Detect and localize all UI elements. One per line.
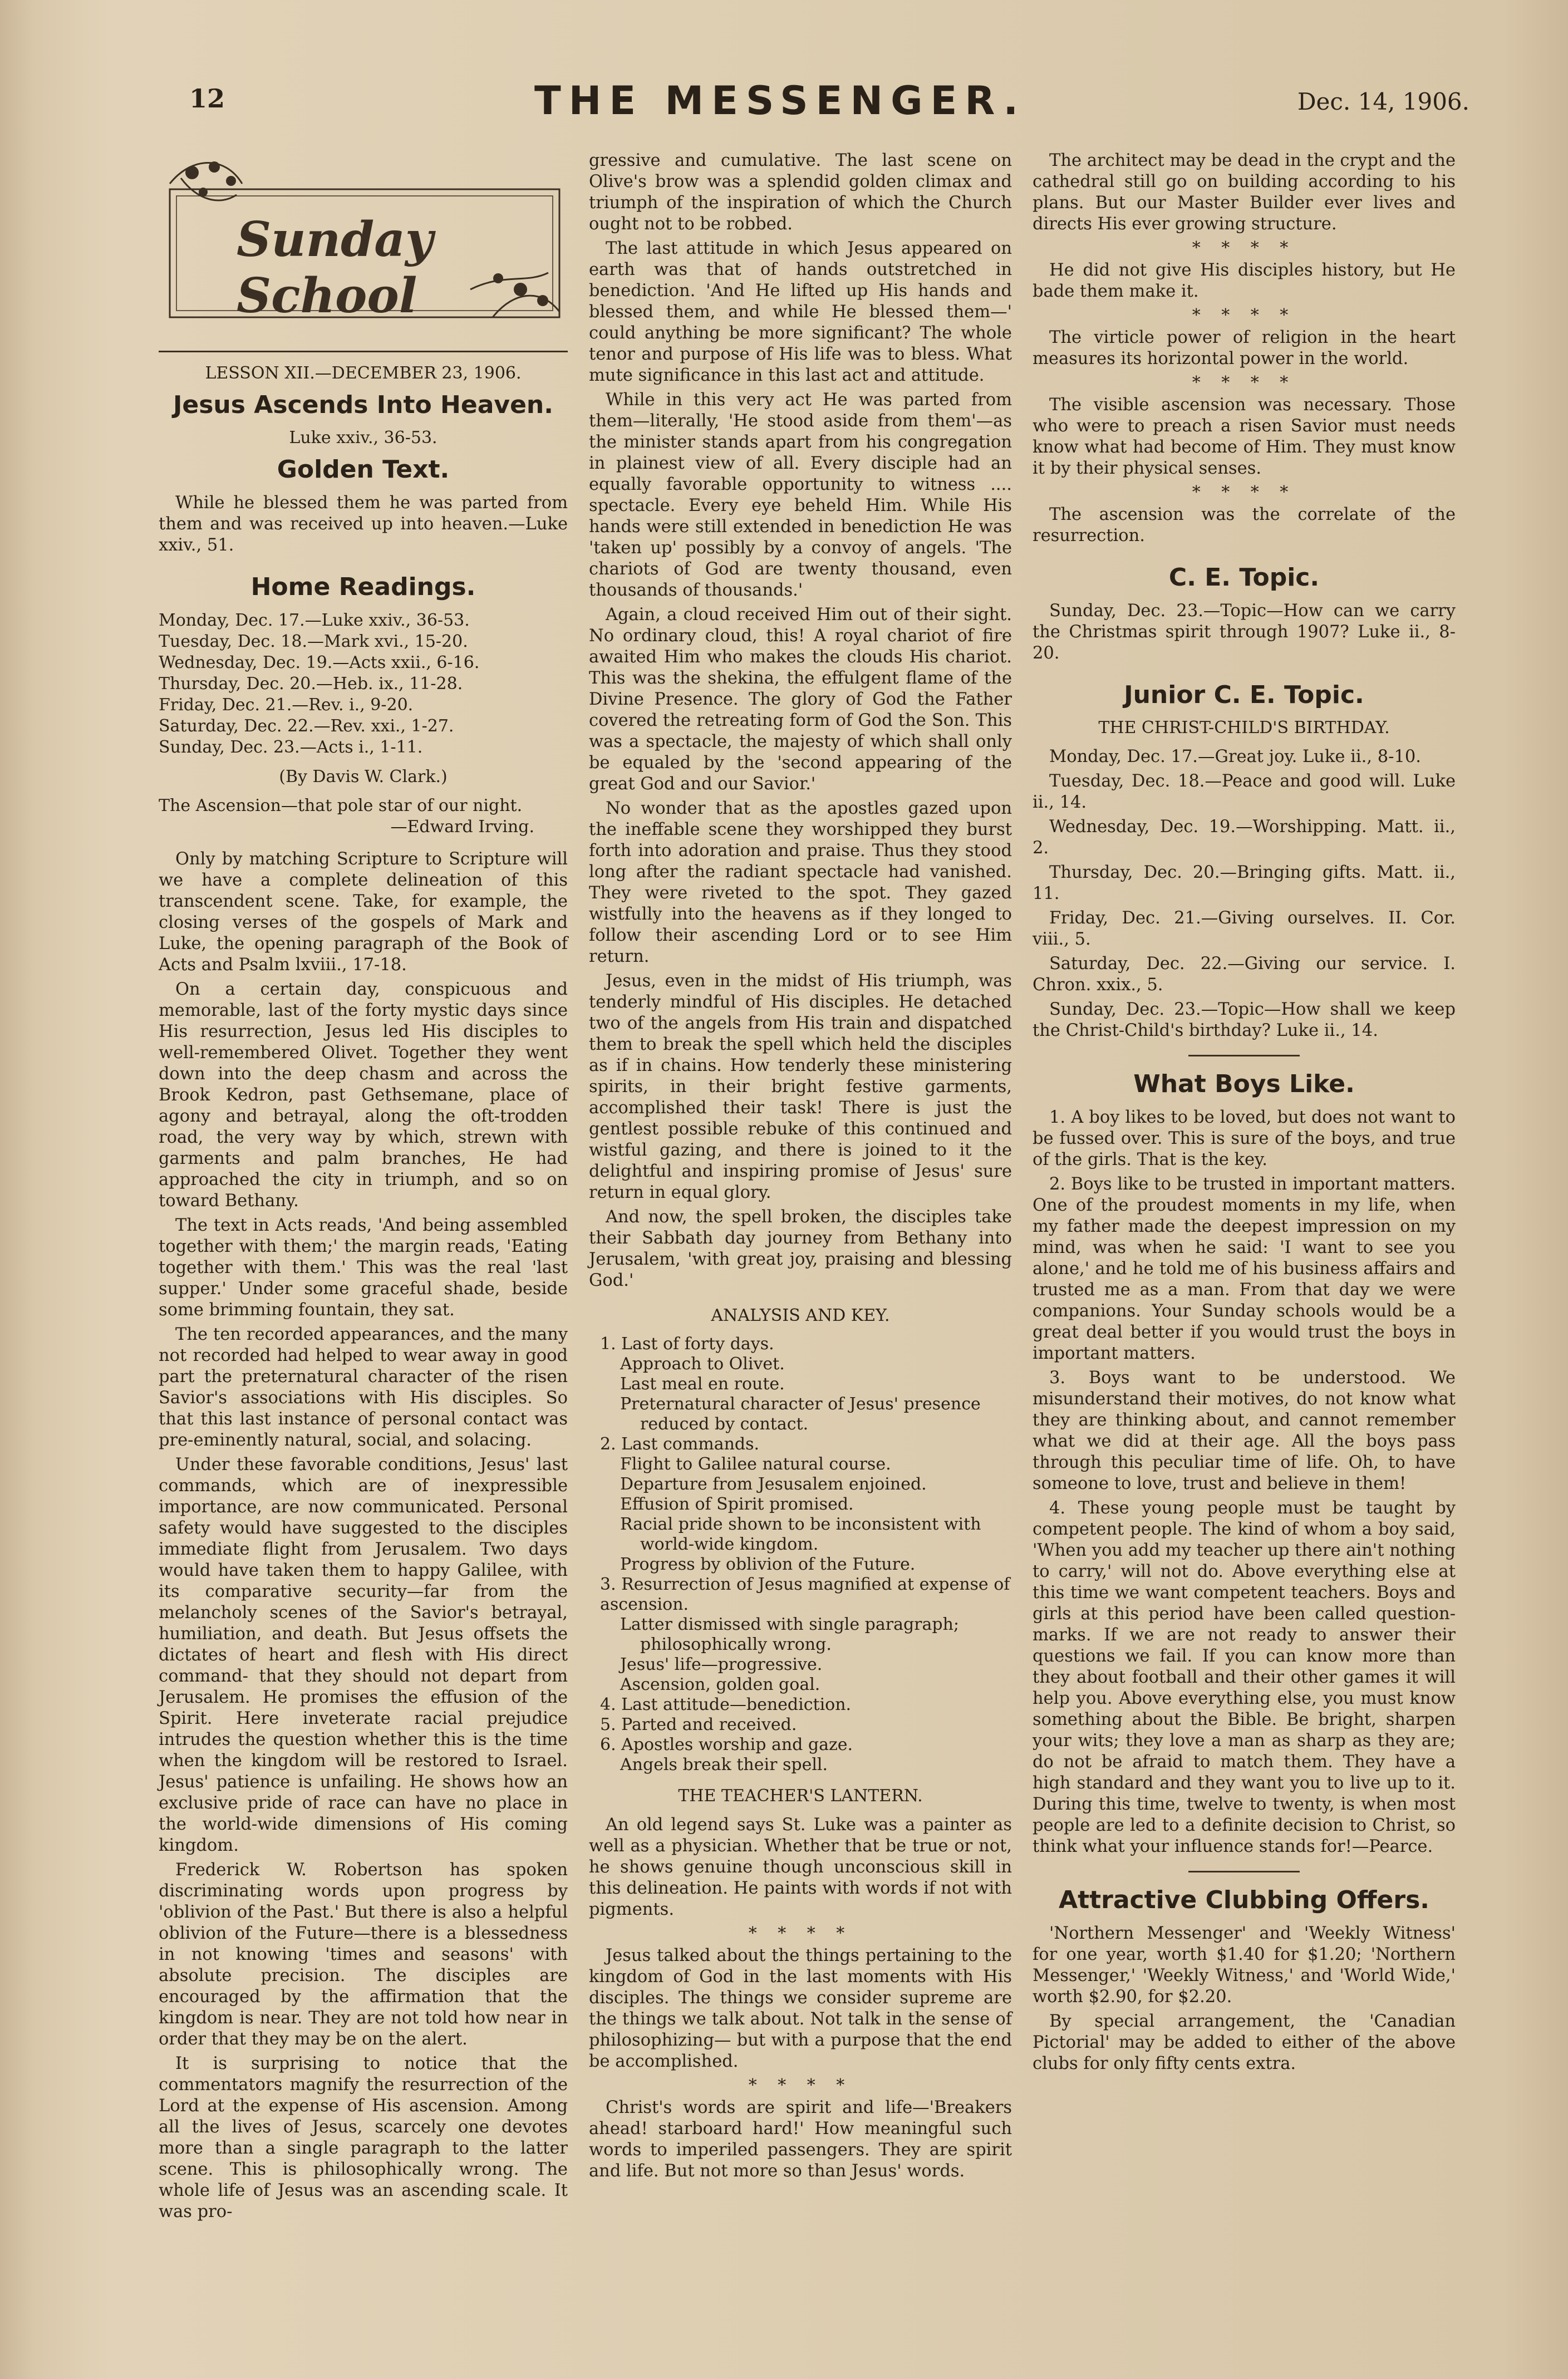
clubbing-heading: Attractive Clubbing Offers.: [1059, 1886, 1429, 1914]
list-item: philosophically wrong.: [640, 1635, 832, 1654]
article-paragraph: It is surprising to notice that the commentators magnify the resurrection of the Lord at the expense of His ascension. Among all the lives of Jesus, scarcely one devotes more than a single paragraph to the latter scene. This is philosophically wrong. The whole life of Jesus was an ascending scale. It was pro-: [159, 2054, 568, 2221]
article-paragraph: The virticle power of religion in the heart measures its horizontal power in the world.: [1033, 328, 1456, 368]
section-divider: [1188, 1871, 1300, 1872]
list-item: Monday, Dec. 17.—Luke xxiv., 36-53.: [159, 611, 470, 630]
column-1: [159, 150, 568, 2221]
article-paragraph: 2. Boys like to be trusted in important matters. One of the proudest moments in my life, when my father made the deepest impression on my mind, was when he said: 'I want to see you alone,' and he told me of his business affairs and trusted me as a man. From that day we were companions. Your Sunday schools would be a great deal better if you would trust the boys in important matters.: [1033, 1174, 1456, 1363]
article-paragraph: An old legend says St. Luke was a painter as well as a physician. Whether that be true or not, he shows genuine though unconscious skill in this delineation. He paints with words if not with pigments.: [589, 1815, 1012, 1919]
analysis-list: [600, 1334, 1012, 1775]
article-paragraph: The visible ascension was necessary. Those who were to preach a risen Savior must needs know what had become of Him. They must know it by their physical senses.: [1033, 395, 1456, 478]
home-readings-heading: Home Readings.: [250, 573, 476, 601]
list-item: Friday, Dec. 21.—Rev. i., 9-20.: [159, 695, 414, 715]
list-item: Thursday, Dec. 20.—Heb. ix., 11-28.: [159, 674, 463, 694]
epigraph-text: The Ascension—that pole star of our night.: [159, 796, 523, 815]
boys-heading: What Boys Like.: [1133, 1070, 1355, 1098]
column-2: [589, 150, 1012, 2181]
list-item: Tuesday, Dec. 18.—Mark xvi., 15-20.: [159, 632, 468, 651]
asterism-separator: * * * *: [748, 2076, 853, 2095]
junior-ce-heading: Junior C. E. Topic.: [1124, 681, 1364, 709]
list-item: 5. Parted and received.: [600, 1715, 797, 1734]
asterism-separator: * * * *: [748, 1924, 853, 1943]
lantern-heading: THE TEACHER'S LANTERN.: [678, 1786, 923, 1806]
article-paragraph: He did not give His disciples history, but He bade them make it.: [1033, 260, 1456, 301]
article-paragraph: The ascension was the correlate of the resurrection.: [1033, 505, 1456, 545]
column-3: [1033, 150, 1456, 2176]
article-paragraph: While in this very act He was parted from them—literally, 'He stood aside from them'—as the minister stands apart from his congregation in plainest view of all. Every disciple had an equally favorable opportunity to witness .... spectacle. Every eye beheld Him. While His hands were still extended in benediction He was 'taken up' possibly by a convoy of angels. 'The chariots of God are twenty thousand, even thousands of thousands.': [589, 390, 1012, 600]
article-paragraph: Jesus, even in the midst of His triumph, was tenderly mindful of His disciples. He detached two of the angels from His train and dispatched them to break the spell which held the disciples as if in chains. How tenderly these ministering spirits, in their bright festive garments, accomplished their task! There is just the gentlest possible rebuke of this continued and wistful gazing, and there is joined to it the delightful and inspiring promise of Jesus' sure return in equal glory.: [589, 971, 1012, 1202]
list-item: Progress by oblivion of the Future.: [620, 1555, 916, 1574]
asterism-separator: * * * *: [1192, 483, 1296, 502]
article-paragraph: Frederick W. Robertson has spoken discriminating words upon progress by 'oblivion of the Past.' But there is also a helpful oblivion of the Future—there is a blessedness in not knowing 'times and seasons' with absolute precision. The disciples are encouraged by the affirmation that the kingdom is near. They are not told how near in order that they may be on the alert.: [159, 1860, 568, 2049]
list-item: Wednesday, Dec. 19.—Acts xxii., 6-16.: [159, 653, 480, 672]
junior-ce-subheading: THE CHRIST-CHILD'S BIRTHDAY.: [1098, 718, 1390, 738]
list-item: 4. Last attitude—benediction.: [600, 1695, 852, 1714]
list-item: Saturday, Dec. 22.—Rev. xxi., 1-27.: [159, 716, 454, 736]
article-paragraph: On a certain day, conspicuous and memorable, last of the forty mystic days since His resurrection, Jesus led His disciples to well-remembered Olivet. Together they went down into the deep chasm and across the Brook Kedron, past Gethsemane, place of agony and betrayal, along the oft-trodden road, the very way by which, strewn with garments and palm branches, He had approached the city in triumph, and so on toward Bethany.: [159, 980, 568, 1211]
list-item: Sunday, Dec. 23.—Topic—How shall we keep the Christ-Child's birthday? Luke ii., 14.: [1033, 1000, 1456, 1040]
lesson-title: Jesus Ascends Into Heaven.: [173, 391, 553, 419]
list-item: Last meal en route.: [620, 1374, 785, 1394]
list-item: 3. Resurrection of Jesus magnified at expense of ascension.: [600, 1575, 1010, 1614]
list-item: Jesus' life—progressive.: [620, 1655, 823, 1674]
list-item: Latter dismissed with single paragraph;: [620, 1615, 960, 1634]
page-header: [189, 78, 1469, 139]
list-item: Wednesday, Dec. 19.—Worshipping. Matt. ii., 2.: [1033, 817, 1456, 858]
article-paragraph: By special arrangement, the 'Canadian Pictorial' may be added to either of the above clubs for only fifty cents extra.: [1033, 2012, 1456, 2073]
article-paragraph: Again, a cloud received Him out of their sight. No ordinary cloud, this! A royal chariot of fire awaited Him who makes the clouds His chariot. This was the shekina, the effulgent flame of the Divine Presence. The glory of God the Father covered the retreating form of God the Son. This was a spectacle, the majesty of which shall only be equaled by the 'second appearing of the great God and our Savior.': [589, 605, 1012, 794]
section-divider: [1188, 1055, 1300, 1056]
article-paragraph: The text in Acts reads, 'And being assembled together with them;' the margin reads, 'Eating together with them.' This was the real 'last supper.' Under some graceful shade, beside some brimming fountain, they sat.: [159, 1216, 568, 1320]
list-item: Friday, Dec. 21.—Giving ourselves. II. Cor. viii., 5.: [1033, 908, 1456, 949]
list-item: Preternatural character of Jesus' presence: [620, 1394, 981, 1414]
list-item: Sunday, Dec. 23.—Acts i., 1-11.: [159, 738, 423, 757]
list-item: Departure from Jesusalem enjoined.: [620, 1474, 927, 1494]
list-item: Racial pride shown to be inconsistent with: [620, 1515, 981, 1534]
list-item: Monday, Dec. 17.—Great joy. Luke ii., 8-10.: [1049, 747, 1421, 766]
asterism-separator: * * * *: [1192, 306, 1296, 325]
article-paragraph: gressive and cumulative. The last scene on Olive's brow was a splendid golden climax and triumph of the inspiration of which the Church ought not to be robbed.: [589, 151, 1012, 234]
article-paragraph: The architect may be dead in the crypt and the cathedral still go on building according to his plans. But our Master Builder ever lives and directs His ever growing structure.: [1033, 151, 1456, 234]
article-paragraph: Only by matching Scripture to Scripture will we have a complete delineation of this transcendent scene. Take, for example, the closing verses of the gospels of Mark and Luke, the opening paragraph of the Book of Acts and Psalm lxviii., 17-18.: [159, 849, 568, 975]
article-paragraph: 1. A boy likes to be loved, but does not want to be fussed over. This is sure of the boys, and true of the girls. That is the key.: [1033, 1108, 1456, 1169]
page-number: 12: [189, 83, 225, 114]
article-paragraph: 4. These young people must be taught by competent people. The kind of whom a boy said, 'When you add my teacher up there ain't nothing to carry,' will not do. Above everything else at this time we want competent teachers. Boys and girls at this period have been called question-marks. If we are not ready to answer their questions we fail. If you can know more than they about football and their other games it will help you. Above everything else, you must know something about the Bible. Be bright, sharpen your wits; they love a man as sharp as they are; do not be afraid to match them. They have a high standard and they want you to live up to it. During this time, twelve to twenty, is when most people are led to a definite decision to Christ, so think what your influence stands for!—Pearce.: [1033, 1498, 1456, 1856]
article-paragraph: And now, the spell broken, the disciples take their Sabbath day journey from Bethany into Jerusalem, 'with great joy, praising and blessing God.': [589, 1207, 1012, 1290]
list-item: world-wide kingdom.: [640, 1535, 819, 1554]
masthead-title: THE MESSENGER.: [534, 78, 1026, 124]
golden-text-heading: Golden Text.: [277, 455, 450, 484]
article-paragraph: Christ's words are spirit and life—'Breakers ahead! starboard hard!' How meaningful such words to imperiled passengers. They are spirit and life. But not more so than Jesus' words.: [589, 2098, 1012, 2181]
list-item: reduced by contact.: [640, 1414, 809, 1434]
article-paragraph: 3. Boys want to be understood. We misunderstand their motives, do not know what they are thinking about, and cannot remember what we did at their age. All the boys pass through this peculiar time of life. Oh, to have someone to love, trust and believe in them!: [1033, 1368, 1456, 1493]
list-item: Saturday, Dec. 22.—Giving our service. I. Chron. xxix., 5.: [1033, 954, 1456, 995]
list-item: 6. Apostles worship and gaze.: [600, 1735, 853, 1754]
list-item: Effusion of Spirit promised.: [620, 1495, 854, 1514]
lesson-line: LESSON XII.—DECEMBER 23, 1906.: [205, 363, 522, 383]
scripture-reference: Luke xxiv., 36-53.: [289, 428, 438, 448]
article-paragraph: 'Northern Messenger' and 'Weekly Witness' for one year, worth $1.40 for $1.20; 'Northern Messenger,' 'Weekly Witness,' and 'World Wide,' worth $2.90, for $2.20.: [1033, 1924, 1456, 2007]
list-item: Flight to Galilee natural course.: [620, 1454, 891, 1474]
asterism-separator: * * * *: [1192, 373, 1296, 392]
article-paragraph: No wonder that as the apostles gazed upon the ineffable scene they worshipped they burst forth into adoration and praise. Thus they stood long after the radiant spectacle had vanished. They were riveted to the spot. They gazed wistfully into the heavens as if they longed to follow their ascending Lord or to see Him return.: [589, 799, 1012, 966]
list-item: 1. Last of forty days.: [600, 1334, 774, 1354]
list-item: Angels break their spell.: [620, 1755, 828, 1775]
analysis-heading: ANALYSIS AND KEY.: [711, 1306, 890, 1325]
ce-topic-heading: C. E. Topic.: [1168, 563, 1320, 592]
asterism-separator: * * * *: [1192, 238, 1296, 258]
ce-topic-text: Sunday, Dec. 23.—Topic—How can we carry the Christmas spirit through 1907? Luke ii., 8-20.: [1033, 601, 1456, 663]
home-readings-list: [159, 610, 568, 758]
epigraph-author: —Edward Irving.: [390, 817, 534, 837]
list-item: Tuesday, Dec. 18.—Peace and good will. Luke ii., 14.: [1033, 771, 1456, 812]
list-item: Ascension, golden goal.: [620, 1675, 820, 1694]
article-paragraph: Under these favorable conditions, Jesus' last commands, which are of inexpressible importance, are now communicated. Personal safety would have suggested to the disciples immediate flight from Jerusalem. Two days would have taken them to happy Galilee, with its comparative security—far from the melancholy scenes of the Savior's betrayal, humiliation, and death. But Jesus offsets the dictates of heart and flesh with His direct command- that they should not depart from Jerusalem. He promises the effusion of the Spirit. Here inveterate racial prejudice intrudes the question whether this is the time when the kingdom will be restored to Israel. Jesus' patience is unfailing. He shows how an exclusive pride of race can have no place in the world-wide dimensions of His coming kingdom.: [159, 1455, 568, 1855]
sunday-school-logo: [159, 150, 568, 352]
article-paragraph: The last attitude in which Jesus appeared on earth was that of hands outstretched in benediction. 'And He lifted up His hands and blessed them, and while He blessed them—' could anything be more significant? The whole tenor and purpose of His life was to bless. What mute significance in this last act and attitude.: [589, 239, 1012, 385]
article-paragraph: The ten recorded appearances, and the many not recorded had helped to wear away in good part the preternatural character of the risen Savior's associations with His disciples. So that this last instance of personal contact was pre-eminently natural, social, and solacing.: [159, 1325, 568, 1450]
byline: (By Davis W. Clark.): [279, 767, 448, 787]
sunday-school-title: Sunday School: [237, 212, 433, 324]
list-item: Thursday, Dec. 20.—Bringing gifts. Matt. ii., 11.: [1033, 863, 1456, 903]
article-paragraph: Jesus talked about the things pertaining to the kingdom of God in the last moments with His disciples. The things we consider supreme are the things we talk about. Not talk in the sense of philosophizing— but with a purpose that the end be accomplished.: [589, 1946, 1012, 2071]
list-item: 2. Last commands.: [600, 1434, 760, 1454]
issue-date: Dec. 14, 1906.: [1297, 88, 1469, 115]
list-item: Approach to Olivet.: [620, 1354, 785, 1374]
golden-text: While he blessed them he was parted from them and was received up into heaven.—Luke xxiv., 51.: [159, 493, 568, 555]
epigraph: [159, 795, 568, 838]
